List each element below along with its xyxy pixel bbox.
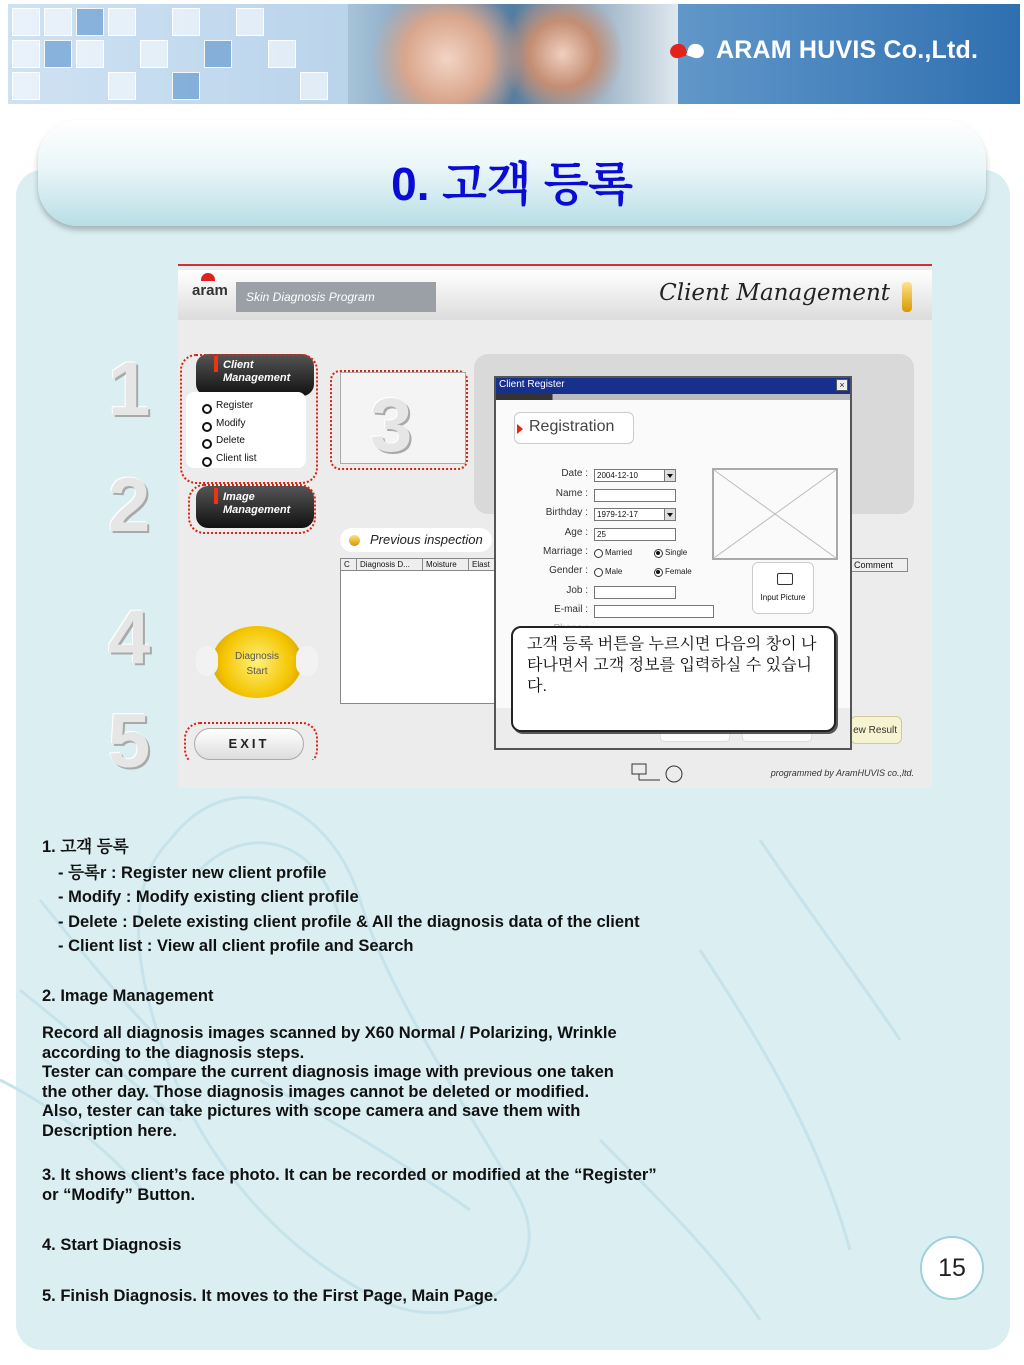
step-number-2: 2 bbox=[108, 463, 151, 548]
section2-text: Record all diagnosis images scanned by X60 Normal / Polarizing, Wrinkle according to the diagnosis steps. Tester can compare the current diagnosis image with previous one taken the other day. Those diagnosis images cannot be deleted or modified. Also, tester can take pictures with scope camera and save them with Description here. bbox=[42, 1024, 617, 1140]
grid-header: Diagnosis D... bbox=[357, 559, 423, 571]
input-picture-button[interactable] bbox=[752, 562, 814, 614]
radio-male[interactable]: Male bbox=[594, 567, 622, 576]
step-number-1: 1 bbox=[108, 347, 151, 432]
radio-female[interactable]: Female bbox=[654, 567, 692, 576]
date-select[interactable] bbox=[594, 469, 676, 482]
step-number-5: 5 bbox=[108, 699, 151, 784]
grid-header: Elast bbox=[469, 559, 509, 571]
company-logo-icon bbox=[668, 40, 708, 62]
client-photo-placeholder bbox=[712, 468, 838, 560]
slide-title: 0. 고객 등록 bbox=[391, 158, 633, 210]
app-logo: aram bbox=[192, 282, 228, 299]
job-field[interactable] bbox=[594, 586, 676, 599]
banner-tile bbox=[172, 72, 200, 100]
name-label: Name : bbox=[555, 488, 588, 499]
banner-tile bbox=[108, 8, 136, 36]
banner-tile bbox=[204, 40, 232, 68]
job-label: Job : bbox=[566, 585, 588, 596]
banner-tile bbox=[76, 40, 104, 68]
chevron-down-icon[interactable] bbox=[664, 469, 676, 482]
dialog-title: Client Register bbox=[496, 378, 850, 394]
section5-text: 5. Finish Diagnosis. It moves to the First Page, Main Page. bbox=[42, 1286, 498, 1305]
nav-client-management[interactable]: Client Management bbox=[196, 354, 314, 396]
section1-item: - 등록r : Register new client profile bbox=[58, 863, 327, 882]
program-name: Skin Diagnosis Program bbox=[246, 290, 375, 304]
submenu-modify[interactable]: Modify bbox=[216, 418, 246, 429]
page-number: 15 bbox=[920, 1236, 984, 1300]
age-field[interactable]: 25 bbox=[594, 528, 676, 541]
section2-title: 2. Image Management bbox=[42, 986, 214, 1005]
gender-label: Gender : bbox=[549, 565, 588, 576]
company-name: ARAM HUVIS Co.,Ltd. bbox=[716, 36, 979, 64]
gold-bar-icon bbox=[902, 282, 912, 312]
section1-item: - Delete : Delete existing client profile & All the diagnosis data of the client bbox=[58, 912, 640, 931]
section1-title: 1. 고객 등록 bbox=[42, 838, 129, 856]
dialog-strip bbox=[496, 394, 850, 400]
email-label: E-mail : bbox=[554, 604, 588, 615]
network-icon bbox=[630, 762, 690, 786]
radio-married[interactable]: Married bbox=[594, 548, 632, 557]
diagnosis-start-label: Start bbox=[246, 666, 268, 677]
banner-tile bbox=[44, 40, 72, 68]
banner-tile bbox=[236, 8, 264, 36]
submenu-delete[interactable]: Delete bbox=[216, 435, 245, 446]
banner-tile bbox=[140, 40, 168, 68]
new-result-button[interactable]: ew Result bbox=[850, 716, 902, 744]
banner-tile bbox=[12, 72, 40, 100]
banner-tile bbox=[108, 72, 136, 100]
birthday-label: Birthday : bbox=[545, 507, 588, 518]
placeholder-cross-icon bbox=[714, 470, 836, 558]
header-banner bbox=[8, 4, 1020, 104]
inspection-grid[interactable] bbox=[340, 558, 508, 704]
birthday-select[interactable] bbox=[594, 508, 676, 521]
age-label: Age : bbox=[564, 527, 588, 538]
program-name-bar bbox=[236, 282, 436, 312]
date-value: 2004-12-10 bbox=[597, 471, 638, 480]
banner-tile bbox=[12, 40, 40, 68]
button-wing bbox=[196, 646, 218, 676]
section1-item: - Client list : View all client profile and Search bbox=[58, 937, 414, 955]
footer-credit: programmed by AramHUVIS co.,ltd. bbox=[770, 768, 914, 778]
radio-single[interactable]: Single bbox=[654, 548, 687, 557]
email-field[interactable] bbox=[594, 605, 714, 618]
highlight-1 bbox=[180, 354, 318, 484]
exit-button[interactable]: EXIT bbox=[194, 728, 304, 760]
diagnosis-start-label: Diagnosis bbox=[235, 651, 279, 662]
section4-text: 4. Start Diagnosis bbox=[42, 1236, 182, 1254]
chevron-down-icon[interactable] bbox=[664, 508, 676, 521]
banner-tile bbox=[76, 8, 104, 36]
previous-inspection-label: Previous inspection bbox=[340, 528, 492, 552]
tab-registration[interactable]: Registration bbox=[514, 412, 634, 444]
button-wing bbox=[296, 646, 318, 676]
name-field[interactable] bbox=[594, 489, 676, 502]
grid-header: Moisture bbox=[423, 559, 469, 571]
callout-note: 고객 등록 버튼을 누르시면 다음의 창이 나타나면서 고객 정보를 입력하실 수 있습니다. bbox=[511, 626, 836, 732]
company-brand bbox=[668, 36, 978, 65]
app-footer bbox=[178, 760, 932, 788]
banner-tile bbox=[268, 40, 296, 68]
birthday-value: 1979-12-17 bbox=[597, 510, 638, 519]
section-title: Client Management bbox=[659, 280, 890, 306]
step-number-4: 4 bbox=[108, 595, 151, 680]
diagnosis-start-button[interactable] bbox=[212, 626, 302, 698]
section3-text: 3. It shows client’s face photo. It can be recorded or modified at the “Register” or “Modify” Button. bbox=[42, 1166, 657, 1204]
highlight-2 bbox=[188, 484, 316, 534]
submenu-client-list[interactable]: Client list bbox=[216, 453, 257, 464]
banner-tile bbox=[300, 72, 328, 100]
nav-image-management[interactable]: Image Management bbox=[196, 486, 314, 528]
banner-tile bbox=[44, 8, 72, 36]
banner-tile bbox=[172, 8, 200, 36]
submenu-register[interactable]: Register bbox=[216, 400, 254, 411]
step-number-3: 3 bbox=[370, 383, 413, 468]
description-text bbox=[42, 838, 802, 1306]
section1-item: - Modify : Modify existing client profile bbox=[58, 888, 359, 906]
banner-photo bbox=[348, 4, 678, 104]
banner-tile bbox=[12, 8, 40, 36]
grid-header-comment: Comment bbox=[850, 558, 908, 572]
date-label: Date : bbox=[561, 468, 588, 479]
close-icon[interactable]: × bbox=[836, 379, 848, 391]
app-header bbox=[178, 270, 932, 320]
input-picture-label: Input Picture bbox=[760, 593, 806, 602]
marriage-label: Marriage : bbox=[542, 546, 588, 557]
grid-header: C bbox=[341, 559, 357, 571]
